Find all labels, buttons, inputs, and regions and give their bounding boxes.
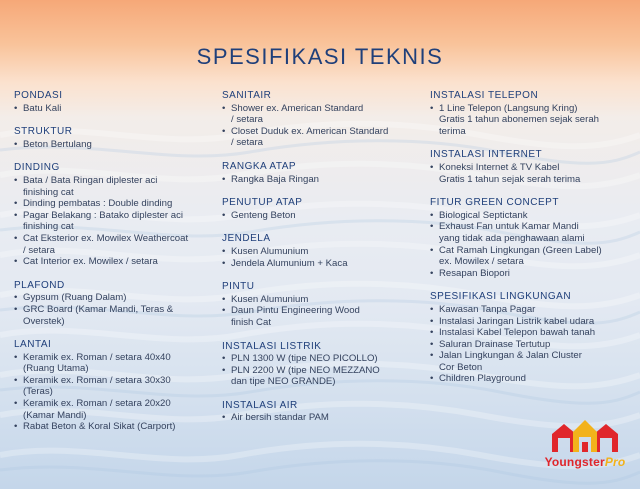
spec-item: • Instalasi Jaringan Listrik kabel udara: [430, 316, 630, 328]
section-heading: RANGKA ATAP: [222, 160, 297, 172]
spec-section: [430, 90, 630, 137]
spec-section: [430, 197, 630, 279]
spec-item-continuation: yang tidak ada penghawaan alami: [439, 232, 585, 244]
spec-item: • 1 Line Telepon (Langsung Kring): [430, 103, 630, 115]
section-heading: INSTALASI LISTRIK: [222, 340, 322, 352]
spec-item: • Children Playground: [430, 373, 630, 385]
spec-item: • Air bersih standar PAM: [222, 412, 412, 424]
spec-item-continuation: finishing cat: [23, 186, 74, 198]
spec-item: • Instalasi Kabel Telepon bawah tanah: [430, 327, 630, 339]
youngsterpro-logo: [535, 418, 635, 478]
spec-item: • Genteng Beton: [222, 210, 412, 222]
spec-item: • Keramik ex. Roman / setara 30x30: [14, 375, 204, 387]
spec-item-continuation: Gratis 1 tahun abonemen sejak serah: [439, 114, 599, 126]
spec-section: [222, 281, 412, 328]
spec-item: • Keramik ex. Roman / setara 20x20: [14, 398, 204, 410]
spec-section: [430, 291, 630, 385]
spec-section: [222, 233, 412, 269]
section-heading: SANITAIR: [222, 90, 272, 101]
spec-item-continuation: (Teras): [23, 386, 53, 398]
spec-item: • Resapan Biopori: [430, 268, 630, 280]
spec-item: • Pagar Belakang : Batako diplester aci: [14, 210, 204, 222]
section-heading: DINDING: [14, 162, 60, 174]
spec-item: • Jalan Lingkungan & Jalan Cluster: [430, 350, 630, 362]
spec-item: • Cat Ramah Lingkungan (Green Label): [430, 245, 630, 257]
spec-item-continuation: Cor Beton: [439, 361, 483, 373]
spec-item: • Beton Bertulang: [14, 139, 204, 151]
spec-section: [14, 162, 204, 267]
spec-item: • Closet Duduk ex. American Standard: [222, 126, 412, 138]
spec-item: • PLN 2200 W (tipe NEO MEZZANO: [222, 365, 412, 377]
spec-column-2: [222, 90, 412, 436]
spec-item: • Rangka Baja Ringan: [222, 174, 412, 186]
spec-item: • GRC Board (Kamar Mandi, Teras &: [14, 304, 204, 316]
spec-item-continuation: ex. Mowilex / setara: [439, 256, 524, 268]
spec-item: • Rabat Beton & Koral Sikat (Carport): [14, 421, 204, 433]
section-heading: PINTU: [222, 281, 255, 293]
section-heading: LANTAI: [14, 339, 52, 351]
spec-section: [222, 90, 412, 149]
spec-column-1: [14, 90, 204, 445]
spec-section: [222, 400, 412, 424]
house-logo-icon: [548, 418, 622, 454]
spec-section: [222, 341, 412, 388]
logo-brand: Youngster: [544, 455, 605, 469]
spec-item-continuation: / setara: [231, 114, 263, 126]
spec-item: • Daun Pintu Engineering Wood: [222, 305, 412, 317]
spec-item-continuation: (Ruang Utama): [23, 363, 89, 375]
spec-item: • Gypsum (Ruang Dalam): [14, 292, 204, 304]
spec-item-continuation: finishing cat: [23, 221, 74, 233]
spec-item: • Kusen Alumunium: [222, 246, 412, 258]
section-heading: PLAFOND: [14, 279, 65, 291]
spec-item: • Saluran Drainase Tertutup: [430, 339, 630, 351]
spec-column-3: [430, 90, 630, 397]
spec-section: [14, 280, 204, 327]
logo-wordmark: [535, 455, 635, 469]
section-heading: STRUKTUR: [14, 126, 73, 138]
spec-item: • Koneksi Internet & TV Kabel: [430, 162, 630, 174]
spec-section: [222, 161, 412, 185]
page-title: SPESIFIKASI TEKNIS: [196, 44, 444, 69]
spec-item: • Jendela Alumunium + Kaca: [222, 258, 412, 270]
spec-item: • PLN 1300 W (tipe NEO PICOLLO): [222, 353, 412, 365]
section-heading: SPESIFIKASI LINGKUNGAN: [430, 291, 572, 303]
spec-item: • Bata / Bata Ringan diplester aci: [14, 175, 204, 187]
spec-item-continuation: Overstek): [23, 315, 65, 327]
spec-item: • Cat Interior ex. Mowilex / setara: [14, 256, 204, 268]
spec-item-continuation: (Kamar Mandi): [23, 409, 87, 421]
spec-item: • Keramik ex. Roman / setara 40x40: [14, 352, 204, 364]
spec-item: • Batu Kali: [14, 103, 204, 115]
spec-item: • Kusen Alumunium: [222, 294, 412, 306]
spec-item-continuation: dan tipe NEO GRANDE): [231, 376, 336, 388]
spec-section: [14, 339, 204, 433]
spec-item: • Shower ex. American Standard: [222, 103, 412, 115]
spec-item-continuation: finish Cat: [231, 316, 271, 328]
spec-item: • Exhaust Fan untuk Kamar Mandi: [430, 221, 630, 233]
spec-item: • Dinding pembatas : Double dinding: [14, 198, 204, 210]
spec-section: [14, 126, 204, 150]
spec-section: [14, 90, 204, 114]
spec-item-continuation: / setara: [23, 244, 55, 256]
spec-item-continuation: / setara: [231, 137, 263, 149]
spec-item-continuation: Gratis 1 tahun sejak serah terima: [439, 173, 581, 185]
section-heading: PENUTUP ATAP: [222, 197, 303, 209]
section-heading: INSTALASI INTERNET: [430, 149, 543, 161]
section-heading: INSTALASI AIR: [222, 399, 298, 411]
logo-suffix: Pro: [604, 455, 626, 469]
section-heading: JENDELA: [222, 233, 271, 245]
spec-section: [222, 197, 412, 221]
spec-item: • Biological Septictank: [430, 210, 630, 222]
spec-item: • Kawasan Tanpa Pagar: [430, 304, 630, 316]
section-heading: INSTALASI TELEPON: [430, 90, 539, 101]
spec-item-continuation: terima: [439, 125, 466, 137]
section-heading: PONDASI: [14, 90, 63, 101]
section-heading: FITUR GREEN CONCEPT: [430, 197, 559, 209]
spec-item: • Cat Eksterior ex. Mowilex Weathercoat: [14, 233, 204, 245]
spec-section: [430, 149, 630, 185]
